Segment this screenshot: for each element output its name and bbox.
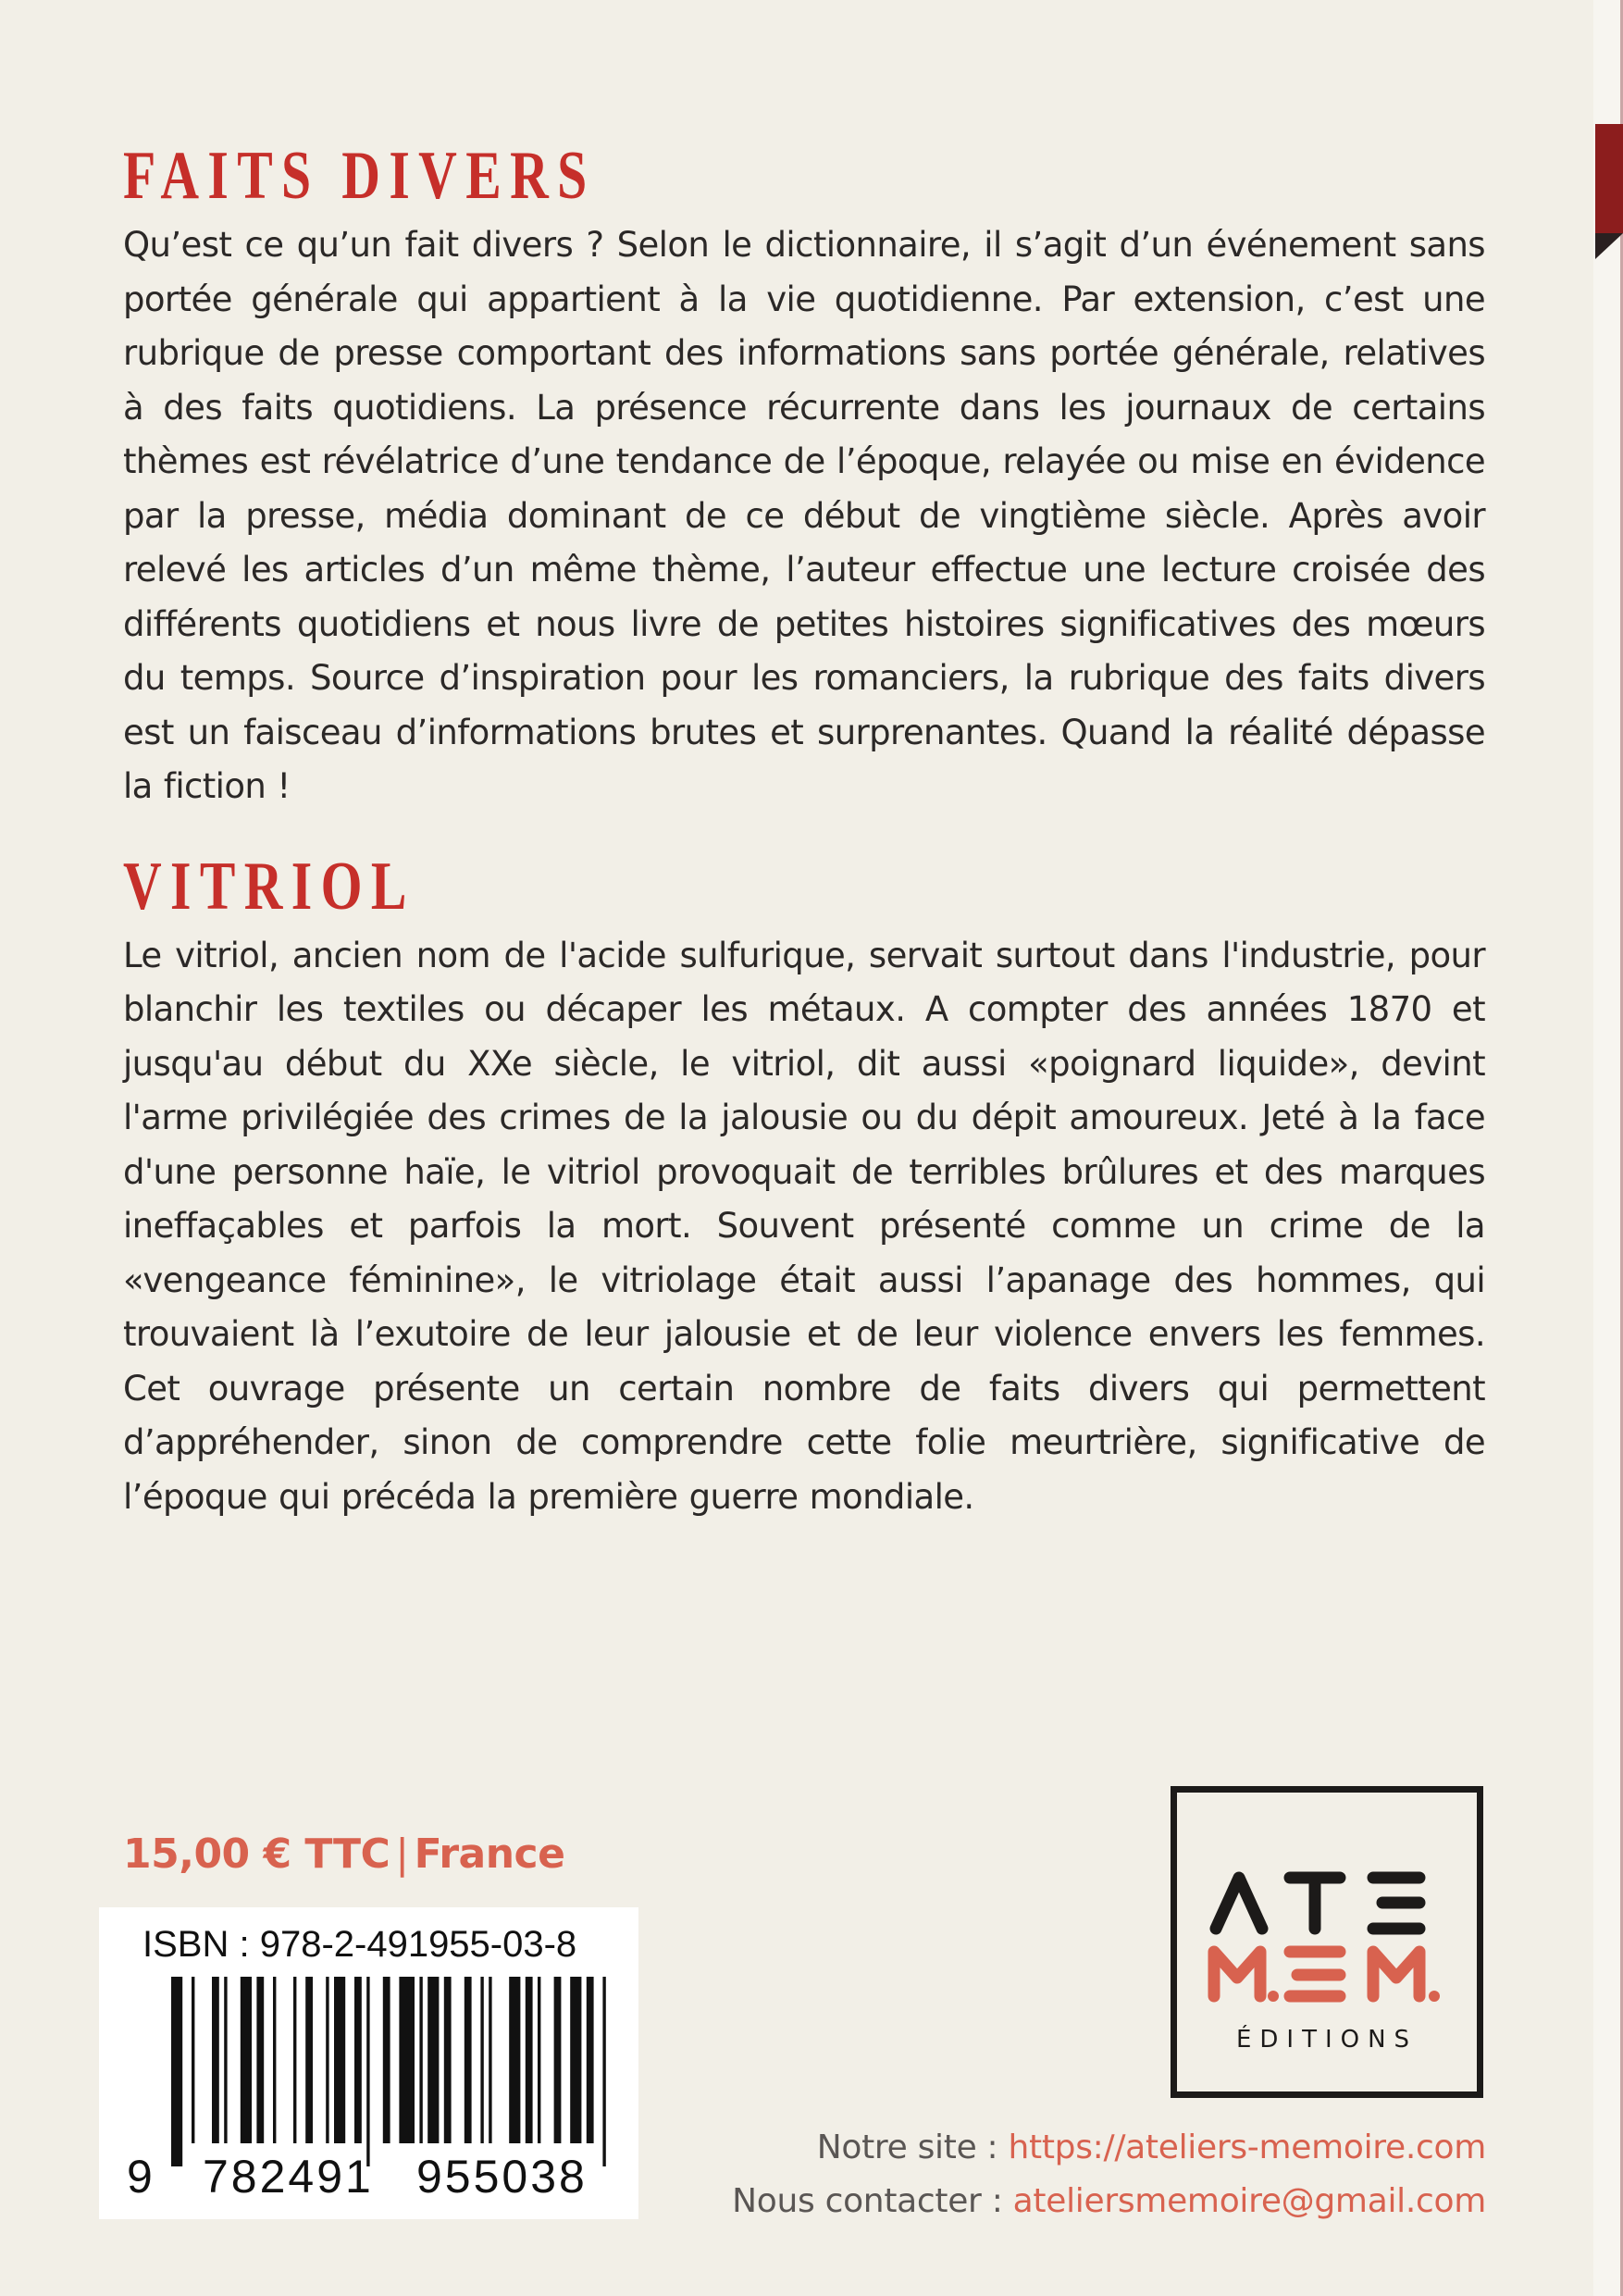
barcode-bar [273,1977,276,2143]
barcode-bar [256,1977,264,2143]
barcode-bar [399,1977,415,2143]
barcode-right-digits: 955038 [416,2151,588,2203]
publisher-logo [1171,1786,1483,2098]
price-line [123,1831,564,1878]
barcode-bar [192,1977,194,2143]
barcode-left-digits: 782491 [203,2151,374,2203]
bookmark-ribbon-fold [1595,233,1623,259]
barcode-bar [509,1977,520,2143]
barcode-bar [570,1977,581,2143]
barcode-bar [366,1977,369,2166]
section-body-faits-divers: Qu’est ce qu’un fait divers ? Selon le dictionnaire, il s’agit d’un événement sans portée générale qui appartient à la vie quotidienne. Par extension, c’est une rubrique de presse comportant des informations sans portée générale, relatives à des faits quotidiens. La présence récurrente dans les journaux de certains thèmes est révélatrice d’une tendance de l’époque, relayée ou mise en évidence par la presse, média dominant de ce début de vingtième siècle. Après avoir relevé les articles d’un même thème, l’auteur effectue une lecture croisée des différents quotidiens et nous livre de petites histoires significatives des mœurs du temps. Source d’inspiration pour les romanciers, la rubrique des faits divers est un faisceau d’informations brutes et surprenantes. Quand la réalité dépasse la fiction ! [123,225,1485,806]
price-amount: 15,00 € TTC [123,1831,390,1878]
barcode-bar [224,1977,227,2143]
section-body-vitriol: Le vitriol, ancien nom de l'acide sulfurique, servait surtout dans l'industrie, pour blanchir les textiles ou décaper les métaux. A compter des années 1870 et jusqu'au début du XXe siècle, le vitriol, dit aussi «poignard liquide», devint l'arme privilégiée des crimes de la jalousie ou du dépit amoureux. Jeté à la face d'une personne haïe, le vitriol provoquait de terribles brûlures et des marques ineffaçables et parfois la mort. Souvent présenté comme un crime de la «vengeance féminine», le vitriolage était aussi l’apanage des hommes, qui trouvaient là l’exutoire de leur jalousie et de leur violence envers les femmes. Cet ouvrage présente un certain nombre de faits divers qui permettent d’appréhender, sinon de comprendre cette folie meurtrière, significative de l’époque qui précéda la première guerre mondiale. [123,935,1485,1517]
barcode-bar [465,1977,472,2143]
barcode-bar [305,1977,313,2143]
email-link[interactable]: ateliersmemoire@gmail.com [1012,2182,1486,2220]
section-heading-vitriol: VITRIOL [123,848,415,925]
barcode-bar [444,1977,452,2143]
barcode-bar [354,1977,362,2143]
email-line [732,2182,1486,2220]
barcode-first-digit: 9 [127,2151,153,2203]
price-country: France [414,1831,565,1878]
website-line [817,2128,1486,2166]
barcode-bar [538,1977,540,2143]
barcode-bar [326,1977,328,2143]
barcode-bar [427,1977,439,2143]
barcode-bar [587,1977,594,2143]
barcode-bar [383,1977,390,2143]
barcode-bar [480,1977,483,2143]
bookmark-ribbon [1595,124,1623,233]
barcode-bar [171,1977,182,2166]
barcode-bar [334,1977,345,2143]
back-cover-text [123,139,1485,1524]
barcode-panel [99,1907,638,2219]
price-separator: | [395,1831,409,1878]
barcode-bar [212,1977,219,2143]
barcode-bar [419,1977,422,2143]
isbn-label: ISBN : 978-2-491955-03-8 [142,1924,577,1965]
section-heading-faits-divers: FAITS DIVERS [123,138,596,214]
barcode-bar [489,1977,491,2143]
email-label: Nous contacter : [732,2182,1013,2220]
barcode-bar [554,1977,562,2143]
publisher-logo-subtitle: ÉDITIONS [1235,2026,1419,2054]
cover-spine-edge [1593,0,1623,2296]
website-link[interactable]: https://ateliers-memoire.com [1008,2128,1486,2166]
barcode-bar [602,1977,605,2166]
barcode-bar [241,1977,252,2143]
barcode-bar [526,1977,533,2143]
barcode-bar [293,1977,296,2143]
website-label: Notre site : [816,2128,1009,2166]
